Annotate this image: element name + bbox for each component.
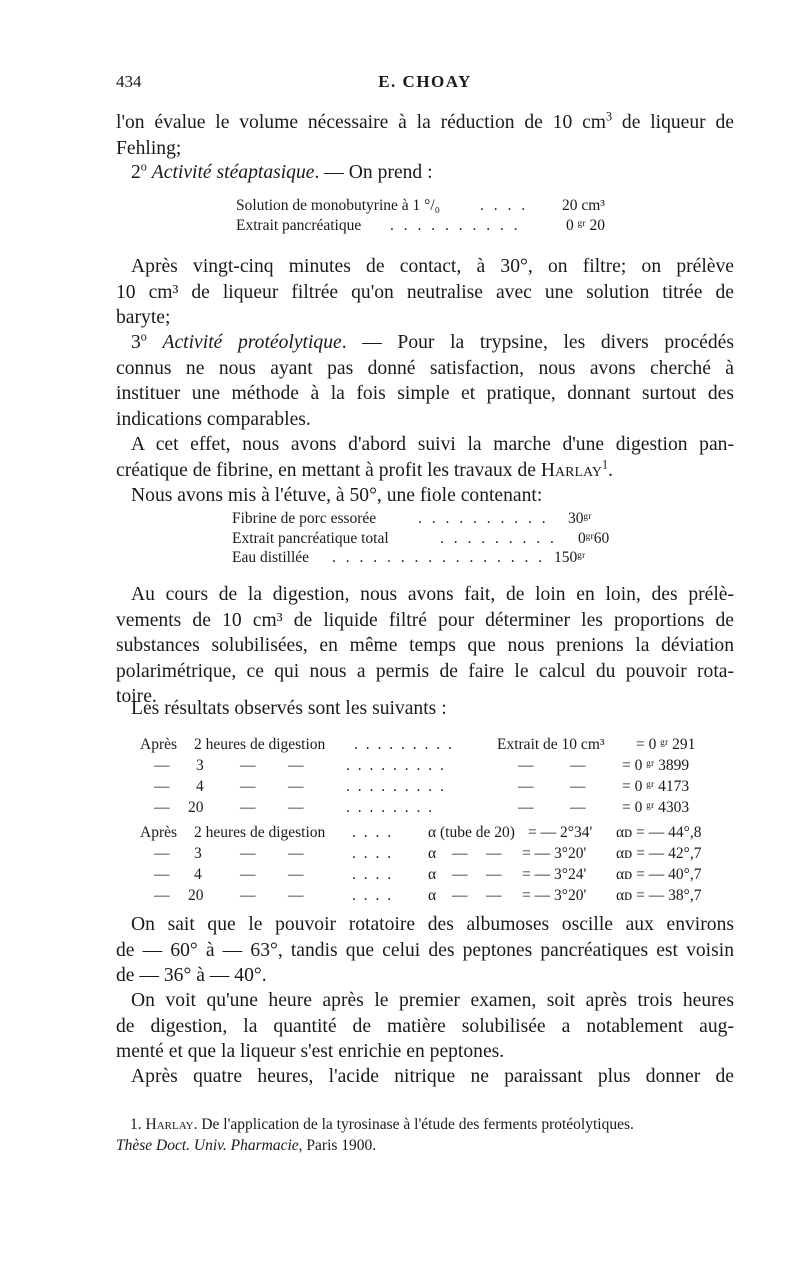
paragraph-harlay <box>116 432 734 483</box>
page-header <box>116 70 734 94</box>
running-head: E. CHOAY <box>378 72 472 91</box>
paragraph-digestion <box>116 582 734 710</box>
footnote-line: Thèse Doct. Univ. Pharmacie, Paris 1900. <box>116 1137 377 1154</box>
text-line: de — 60° à — 63°, tandis que celui des peptones pancréatiques est voisin <box>116 939 734 961</box>
section-title: Activité protéolytique <box>162 332 342 353</box>
paragraph-contact <box>116 254 734 331</box>
paragraph-results-intro: Les résultats observés sont les suivants : <box>131 698 447 719</box>
table-row: Après 2 heures de digestion . . . . . . . . . Extrait de 10 cm³ = 0 ᵍʳ 291 <box>140 736 696 753</box>
footnote-number: 1. <box>130 1116 142 1133</box>
table-row: — 20 — — . . . . . . . . — — = 0 ᵍʳ 4303 <box>154 799 690 816</box>
paragraph-etuve: Nous avons mis à l'étuve, à 50°, une fiole contenant: <box>131 485 543 506</box>
text-line: Après quatre heures, l'acide nitrique ne paraissant plus donner de <box>131 1066 734 1087</box>
table-row: — 4 — — . . . . α — — = — 3°24' αᴅ = — 40°,7 <box>154 866 702 883</box>
text-line: 10 cm³ de liqueur filtrée qu'on neutralise avec une solution titrée de <box>116 281 734 303</box>
page-number: 434 <box>116 72 142 91</box>
table-row: Solution de monobutyrine à 1 °/₀ . . . . 20 cm³ <box>236 197 605 214</box>
text-line: de — 36° à — 40°. <box>116 965 267 986</box>
text-line: On voit qu'une heure après le premier examen, soit après trois heures <box>131 990 734 1011</box>
text-line: instituer une méthode à la fois simple et pratique, donnant surtout des <box>116 383 734 404</box>
text-line: de digestion, la quantité de matière solubilisée a notablement aug- <box>116 1015 734 1037</box>
recipe-table-fibrine <box>232 509 632 568</box>
results-table-rotation <box>140 824 720 908</box>
paragraph-four-hours <box>116 1064 734 1090</box>
text-line: vements de 10 cm³ de liquide filtré pour déterminer les proportions de <box>116 609 734 631</box>
table-row: Fibrine de porc essorée . . . . . . . . . . 30ᵍʳ <box>232 510 592 527</box>
text-line: A cet effet, nous avons d'abord suivi la marche d'une digestion pan- <box>131 434 734 455</box>
text-line: polarimétrique, ce qui nous a permis de faire le calcul du pouvoir rota- <box>116 660 734 682</box>
text-line: créatique de fibrine, en mettant à profit les travaux de Harlay$^1$. <box>116 456 613 481</box>
section-proteolytic <box>116 330 734 432</box>
table-row: — 4 — — . . . . . . . . . — — = 0 ᵍʳ 4173 <box>154 778 690 795</box>
table-row: Extrait pancréatique . . . . . . . . . . 0 ᵍʳ 20 <box>236 216 606 234</box>
footnote-source: Thèse Doct. Univ. Pharmacie <box>116 1137 299 1154</box>
table-row: — 20 — — . . . . α — — = — 3°20' αᴅ = — 38°,7 <box>154 887 702 904</box>
table-row: — 3 — — . . . . α — — = — 3°20' αᴅ = — 42°,7 <box>154 845 702 862</box>
author-name: Harlay <box>540 459 602 481</box>
section-title: Activité stéaptasique <box>151 162 315 183</box>
table-row: — 3 — — . . . . . . . . . — — = 0 ᵍʳ 3899 <box>154 757 690 774</box>
table-row: Extrait pancréatique total . . . . . . . . . 0ᵍʳ60 <box>232 529 610 547</box>
text-line: Après vingt-cinq minutes de contact, à 30°, on filtre; on prélève <box>131 256 734 277</box>
text-line: On sait que le pouvoir rotatoire des albumoses oscille aux environs <box>131 914 734 935</box>
paragraph-observation <box>116 988 734 1065</box>
text-line: 3$^o$ Activité protéolytique. — Pour la trypsine, les divers procédés <box>131 329 734 353</box>
text-line: l'on évalue le volume nécessaire à la réduction de 10 $cm^3$ de liqueur de <box>116 109 734 133</box>
table-row: Eau distillée . . . . . . . . . . . . . . . . 150ᵍʳ <box>232 549 586 566</box>
results-table-extract <box>140 736 720 820</box>
text-line: indications comparables. <box>116 408 311 430</box>
text-line: substances solubilisées, en même temps que nous prenions la déviation <box>116 635 734 656</box>
footnote <box>116 1114 734 1156</box>
text-line: Fehling; <box>116 137 182 159</box>
paragraph-fehling <box>116 110 734 161</box>
footnote-ref: 1 <box>602 456 609 471</box>
text-line: Au cours de la digestion, nous avons fait, de loin en loin, des prélè- <box>131 584 734 605</box>
section-steaptasic: 2$^o$ Activité stéaptasique. — On prend : <box>131 159 433 183</box>
text-line: connus ne nous ayant pas donné satisfaction, nous avons cherché à <box>116 357 734 379</box>
footnote-line: 1. Harlay. De l'application de la tyrosinase à l'étude des ferments protéolytiques. <box>130 1116 634 1133</box>
table-row: Après 2 heures de digestion . . . . α (tube de 20) = — 2°34' αᴅ = — 44°,8 <box>140 824 702 841</box>
text-line: baryte; <box>116 307 171 328</box>
text-line: toire. <box>116 686 157 707</box>
paragraph-rotatory-power <box>116 912 734 989</box>
text-line: menté et que la liqueur s'est enrichie en peptones. <box>116 1041 505 1062</box>
footnote-author: Harlay <box>145 1116 194 1133</box>
recipe-table-lipase <box>236 196 606 235</box>
